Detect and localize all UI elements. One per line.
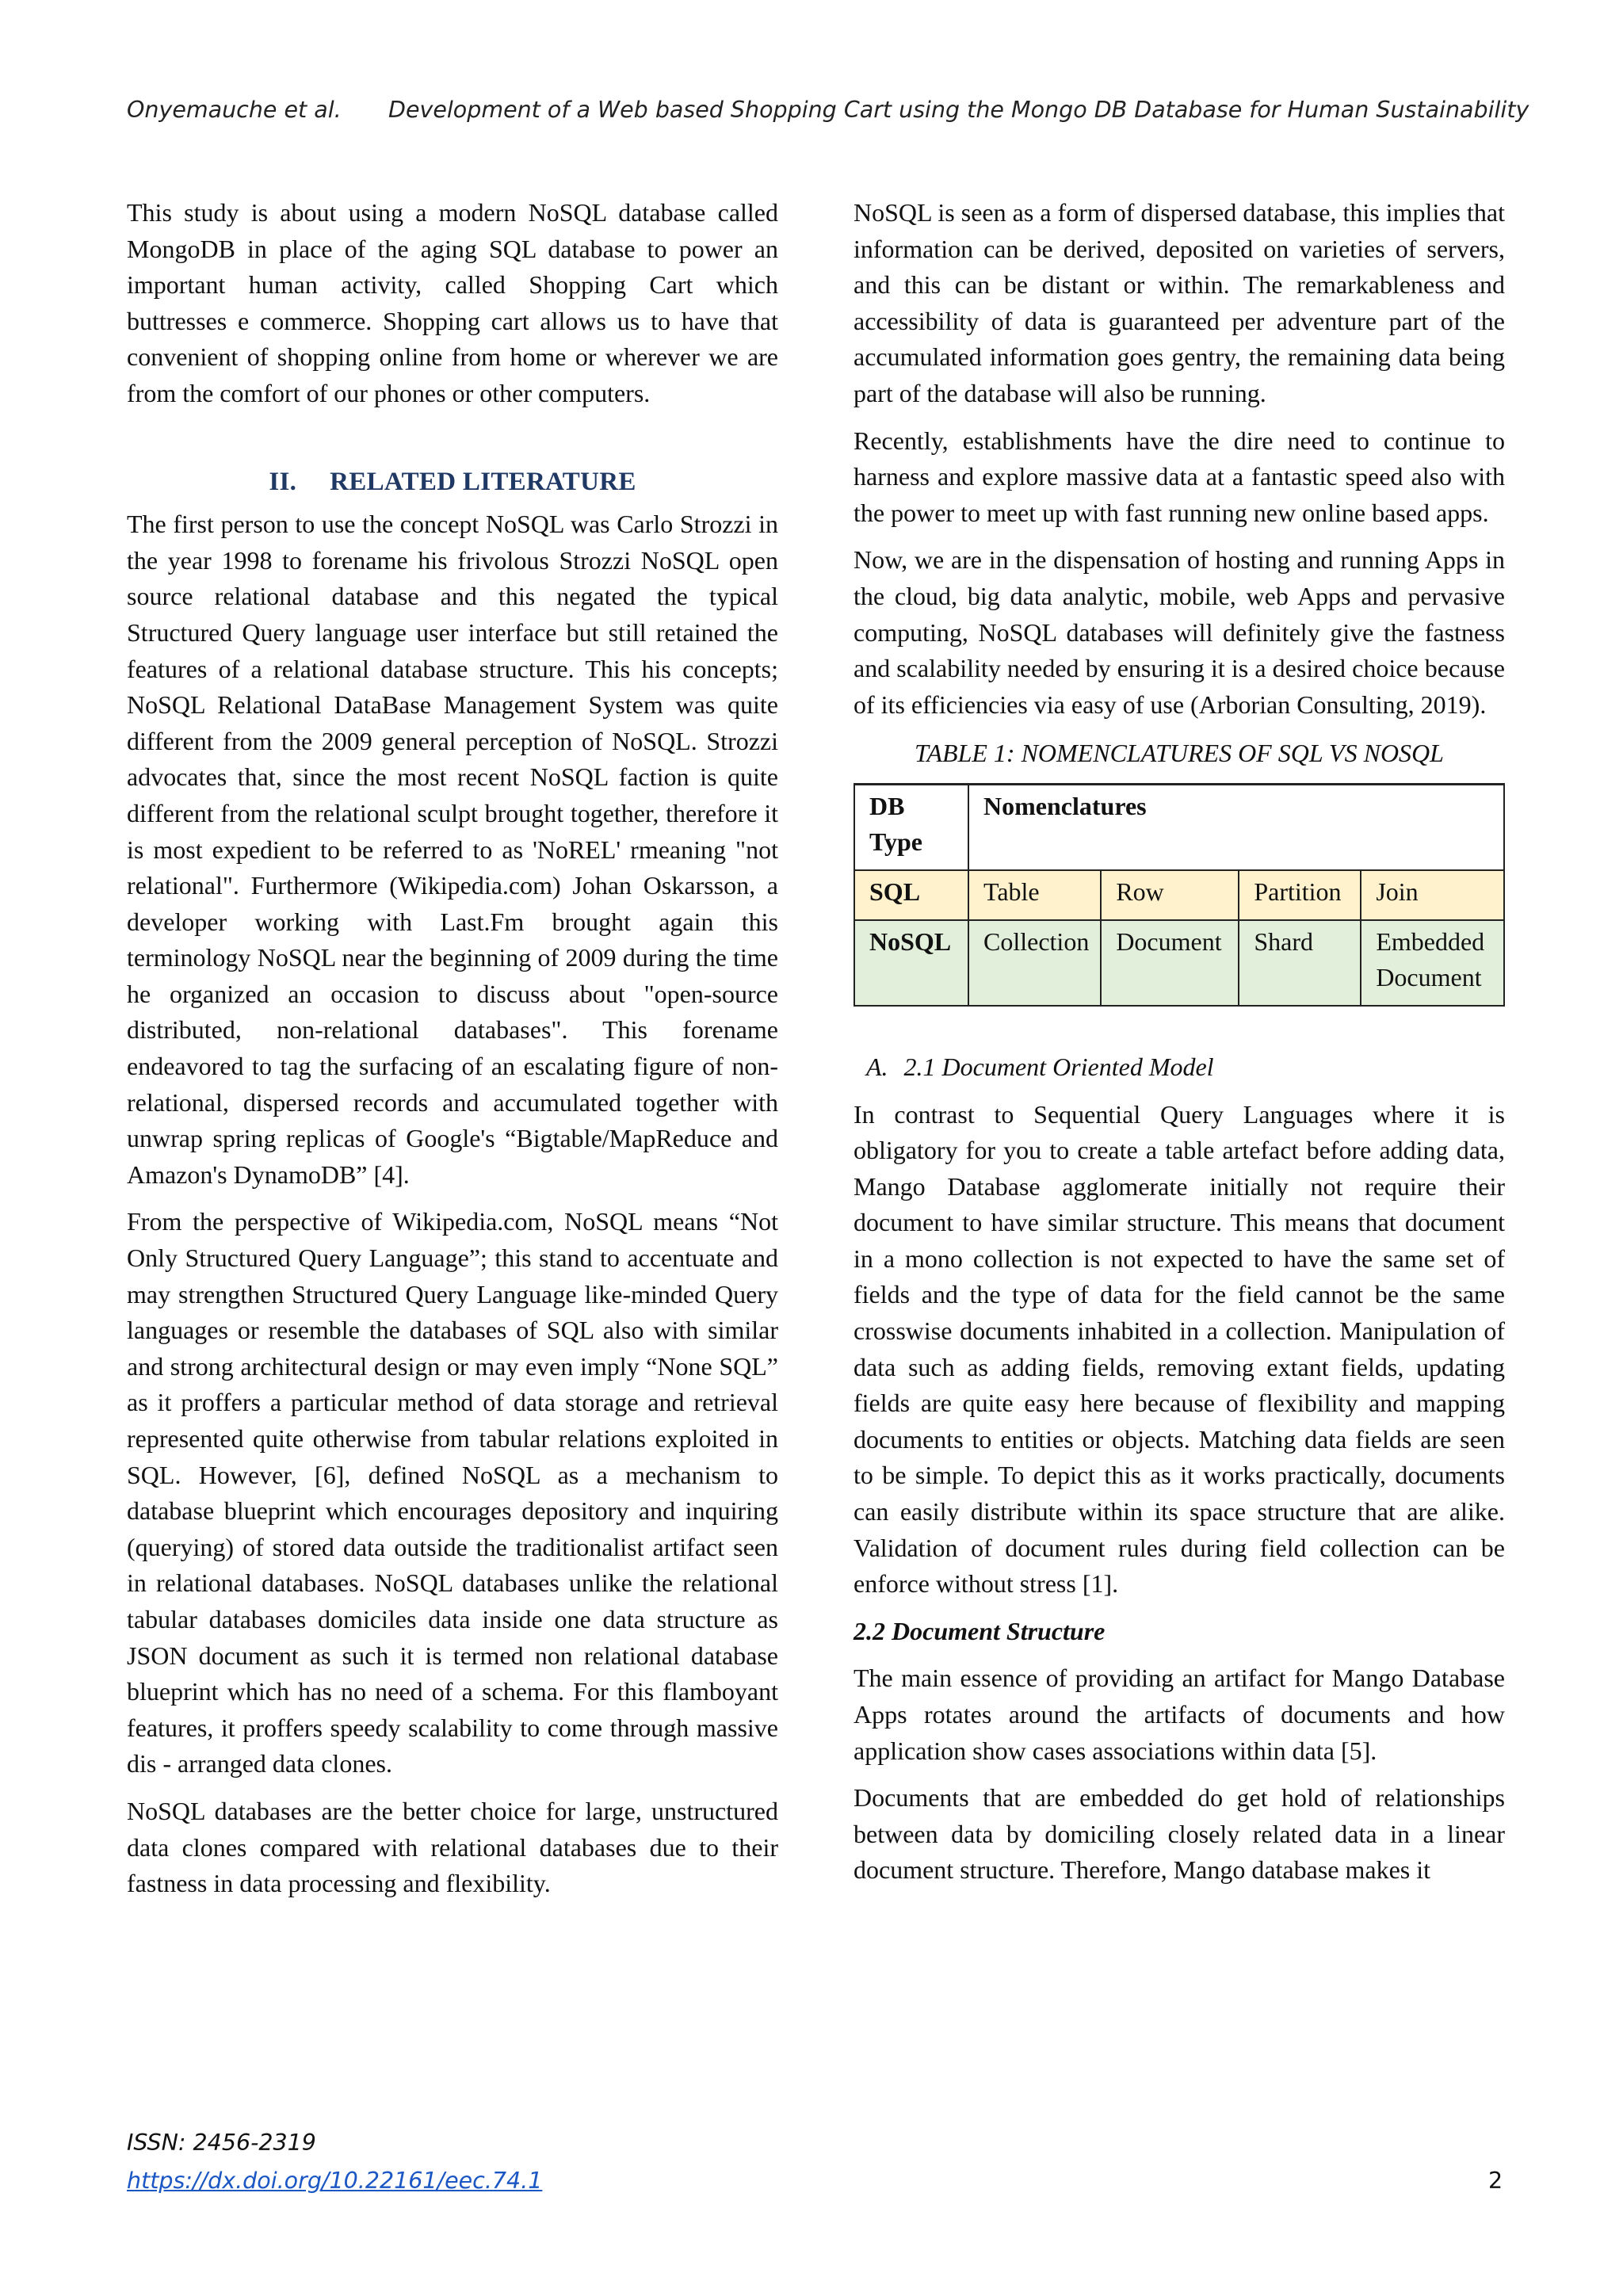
paragraph: The first person to use the concept NoSQL was Carlo Strozzi in the year 1998 to forename his frivolous Strozzi NoSQL open source relational database and this negated the typical Structured Query language user interface but still retained the features of a relational database structure. This his concepts; NoSQL Relational DataBase Management System was quite different from the 2009 general perception of NoSQL. Strozzi advocates that, since the most recent NoSQL faction is quite different from the relational sculpt brought together, therefore it is most expedient to be referred to as 'NoREL' rmeaning "not relational". Furthermore (Wikipedia.com) Johan Oskarsson, a developer working with Last.Fm brought again this terminology NoSQL near the beginning of 2009 during the time he organized an occasion to discuss about "open-source distributed, non-relational databases". This forename endeavored to tag the surfacing of an escalating figure of non-relational, dispersed records and accumulated together with unwrap spring replicas of Google's “Bigtable/MapReduce and Amazon's DynamoDB” [4]. <box>127 510 778 1189</box>
table-cell: SQL <box>854 870 968 920</box>
footer <box>127 2124 542 2200</box>
paragraph: Documents that are embedded do get hold of relationships between data by domiciling closely related data in a linear document structure. Therefore, Mango database makes it <box>854 1783 1505 1885</box>
table-cell: NoSQL <box>854 920 968 1006</box>
left-column <box>127 195 778 1913</box>
footer-doi-link[interactable]: https://dx.doi.org/10.22161/eec.74.1 <box>127 2168 543 2194</box>
table-caption-text: TABLE 1: NOMENCLATURES OF SQL VS NOSQL <box>915 739 1444 768</box>
subsection-heading: 2.2 Document Structure <box>854 1616 1106 1645</box>
header-authors: Onyemauche et al. <box>127 97 342 123</box>
table-header-cell: Nomenclatures <box>968 784 1504 870</box>
paragraph: Recently, establishments have the dire need to continue to harness and explore massive data at a fantastic speed also with the power to meet up with fast running new online based apps. <box>854 426 1505 527</box>
subsection-label: A. <box>866 1052 888 1081</box>
table-cell: Join <box>1361 870 1504 920</box>
paragraph: From the perspective of Wikipedia.com, NoSQL means “Not Only Structured Query Language”; this stand to accentuate and may strengthen Structured Query Language like-minded Query languages or resemble the databases of SQL also with similar and strong architectural design or may even imply “None SQL” as it proffers a particular method of data storage and retrieval represented quite otherwise from tabular relations exploited in SQL. However, [6], defined NoSQL as a mechanism to database blueprint which encourages depository and inquiring (querying) of stored data outside the traditionalist artifact seen in relational databases. NoSQL databases unlike the relational tabular databases domiciles data inside one data structure as JSON document as such it is termed non relational database blueprint which has no need of a schema. For this flamboyant features, it proffers speedy scalability to come through massive dis - arranged data clones. <box>127 1207 778 1778</box>
paragraph: NoSQL databases are the better choice for large, unstructured data clones compared with relational databases due to their fastness in data processing and flexibility. <box>127 1796 778 1898</box>
running-header <box>127 97 1529 123</box>
paragraph: Now, we are in the dispensation of hosting and running Apps in the cloud, big data analytic, mobile, web Apps and pervasive computing, NoSQL databases will definitely give the fastness and scalability needed by ensuring it is a desired choice because of its efficiencies via easy of use (Arborian Consulting, 2019). <box>854 545 1505 719</box>
subsection-heading <box>866 1049 1505 1086</box>
table-cell: Table <box>968 870 1101 920</box>
paragraph: The main essence of providing an artifact for Mango Database Apps rotates around the artifacts of documents and how application show cases associations within data [5]. <box>854 1664 1505 1765</box>
table-cell: Embedded Document <box>1361 920 1504 1006</box>
table-cell: Document <box>1101 920 1239 1006</box>
table-row <box>854 870 1504 920</box>
nomenclature-table <box>854 783 1505 1007</box>
table-header-cell: DB Type <box>854 784 968 870</box>
table-caption <box>854 735 1505 772</box>
footer-issn: ISSN: 2456-2319 <box>127 2130 316 2156</box>
table-header-row <box>854 784 1504 870</box>
table-cell: Partition <box>1239 870 1361 920</box>
table-row <box>854 920 1504 1006</box>
table-cell: Shard <box>1239 920 1361 1006</box>
page-number: 2 <box>1488 2168 1503 2194</box>
header-title: Development of a Web based Shopping Cart using the Mongo DB Database for Human Sustainability <box>388 97 1529 123</box>
section-number: II. <box>269 467 297 496</box>
subsection-title: 2.1 Document Oriented Model <box>903 1052 1214 1081</box>
section-heading <box>127 464 778 501</box>
paragraph: NoSQL is seen as a form of dispersed database, this implies that information can be derived, deposited on varieties of servers, and this can be distant or within. The remarkableness and accessibility of data is guaranteed per adventure part of the accumulated information goes gentry, the remaining data being part of the database will also be running. <box>854 198 1505 407</box>
section-title: RELATED LITERATURE <box>330 467 636 496</box>
intro-paragraph: This study is about using a modern NoSQL database called MongoDB in place of the aging SQL database to power an important human activity, called Shopping Cart which buttresses e commerce. Shopping cart allows us to have that convenient of shopping online from home or wherever we are from the comfort of our phones or other computers. <box>127 198 778 407</box>
table-cell: Row <box>1101 870 1239 920</box>
table-cell: Collection <box>968 920 1101 1006</box>
right-column <box>854 195 1505 1900</box>
paragraph: In contrast to Sequential Query Languages where it is obligatory for you to create a table artefact before adding data, Mango Database agglomerate initially not require their document to have similar structure. This means that document in a mono collection is not expected to have the same set of fields and the type of data for the field cannot be the same crosswise documents inhabited in a collection. Manipulation of data such as adding fields, removing extant fields, updating fields are quite easy here because of flexibility and mapping documents to entities or objects. Matching data fields are seen to be simple. To depict this as it works practically, documents can easily distribute within its space structure that are alike. Validation of document rules during field collection can be enforce without stress [1]. <box>854 1099 1505 1599</box>
